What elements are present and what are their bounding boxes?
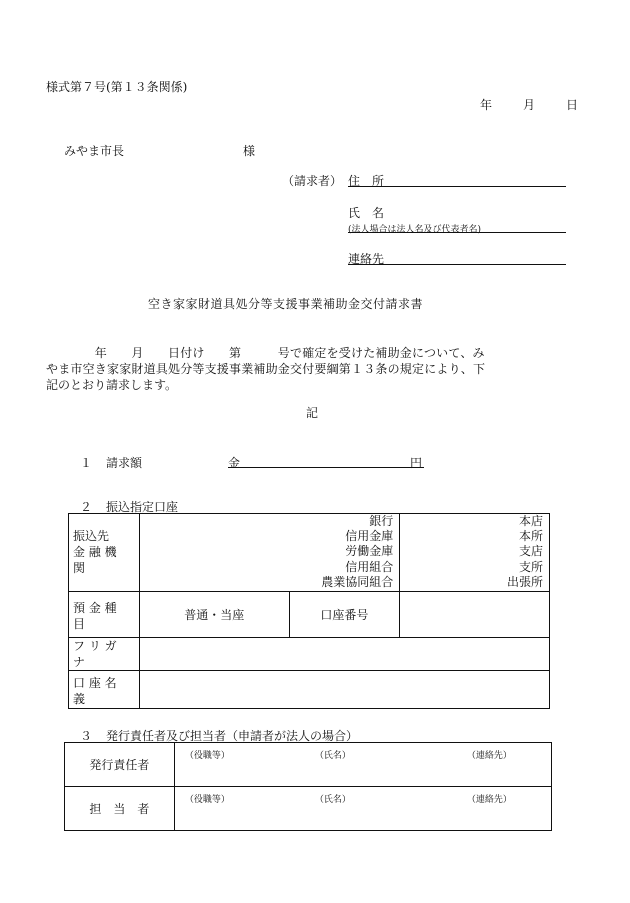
holder-label-cell xyxy=(69,671,140,709)
staff-cell[interactable] xyxy=(174,787,551,831)
amount-prefix: 金 xyxy=(228,456,241,470)
staff-contact-label: （連絡先） xyxy=(466,795,512,805)
amount-suffix: 円 xyxy=(410,456,423,470)
deposit-label-cell xyxy=(69,592,140,638)
body-line-2: やま市空き家家財道具処分等支援事業補助金交付要綱第１３条の規定により、下 xyxy=(46,362,486,376)
account-holder-cell[interactable] xyxy=(139,671,549,709)
furigana-label-line: ナ xyxy=(73,655,86,669)
furigana-label-line: フ リ ガ xyxy=(73,639,117,653)
branch-type-label: 本所 xyxy=(518,529,543,544)
branch-type-label: 支所 xyxy=(518,559,543,574)
amount-line xyxy=(228,467,424,468)
date-day-label: 日 xyxy=(566,98,579,112)
account-number-cell[interactable] xyxy=(400,592,550,638)
deposit-type-cell[interactable]: 普通・当座 xyxy=(139,592,289,638)
contact-line xyxy=(348,264,566,265)
account-number-label: 口座番号 xyxy=(289,592,400,638)
holder-label-line: 義 xyxy=(73,692,86,706)
branch-type-label: 本店 xyxy=(518,514,543,528)
branch-name-cell[interactable] xyxy=(400,514,550,592)
bank-type-label: 労働金庫 xyxy=(345,544,394,559)
section1-label: 請求額 xyxy=(106,456,143,470)
bank-type-label: 信用組合 xyxy=(345,559,394,574)
address-line xyxy=(348,186,566,187)
issuer-name-label: （氏名） xyxy=(314,751,351,761)
addressee-honorific: 様 xyxy=(243,144,256,158)
deposit-label-line: 預 金 種 xyxy=(73,601,117,615)
body-line-3: 記のとおり請求します。 xyxy=(46,378,178,392)
furigana-label-cell xyxy=(69,638,140,671)
form-number: 様式第７号(第１３条関係) xyxy=(46,80,188,94)
document-title: 空き家家財道具処分等支援事業補助金交付請求書 xyxy=(148,297,424,311)
name-note: (法人場合は法人名及び代表者名) xyxy=(348,225,482,235)
institution-label-line: 振込先 xyxy=(73,529,110,543)
branch-type-label: 出張所 xyxy=(506,574,543,589)
contact-label: 連絡先 xyxy=(348,252,385,266)
bank-type-label: 農業協同組合 xyxy=(321,574,394,589)
staff-label: 担 当 者 xyxy=(65,787,175,831)
bank-type-label: 信用金庫 xyxy=(345,529,394,544)
body-line-1: 年 月 日付け 第 号で確定を受けた補助金について、み xyxy=(46,346,485,360)
officer-table xyxy=(64,742,552,831)
section2-number: ２ xyxy=(80,500,93,514)
institution-label-line: 金 融 機 xyxy=(73,545,117,559)
date-year-label: 年 xyxy=(480,98,493,112)
issuer-label: 発行責任者 xyxy=(65,743,175,787)
holder-label-line: 口 座 名 xyxy=(73,676,117,690)
institution-label-cell xyxy=(69,514,140,592)
bank-type-label: 銀行 xyxy=(369,514,394,528)
staff-name-label: （氏名） xyxy=(314,795,351,805)
addressee-name: みやま市長 xyxy=(64,144,125,158)
name-label: 氏 名 xyxy=(348,206,385,220)
address-label: 住 所 xyxy=(348,174,385,188)
staff-position-label: （役職等） xyxy=(184,795,230,805)
issuer-position-label: （役職等） xyxy=(184,751,230,761)
date-month-label: 月 xyxy=(523,98,536,112)
branch-type-label: 支店 xyxy=(518,544,543,559)
section2-label: 振込指定口座 xyxy=(106,500,179,514)
furigana-cell[interactable] xyxy=(139,638,549,671)
section1-number: １ xyxy=(80,456,93,470)
bank-name-cell[interactable] xyxy=(139,514,399,592)
institution-label-line: 関 xyxy=(73,561,86,575)
account-table xyxy=(68,513,550,709)
section3-number: ３ xyxy=(80,729,93,743)
issuer-cell[interactable] xyxy=(174,743,551,787)
issuer-contact-label: （連絡先） xyxy=(466,751,512,761)
ki-heading: 記 xyxy=(306,406,319,420)
deposit-label-line: 目 xyxy=(73,617,86,631)
requester-label: （請求者） xyxy=(282,174,343,188)
section3-label: 発行責任者及び担当者（申請者が法人の場合） xyxy=(106,729,359,743)
name-line xyxy=(348,232,566,233)
